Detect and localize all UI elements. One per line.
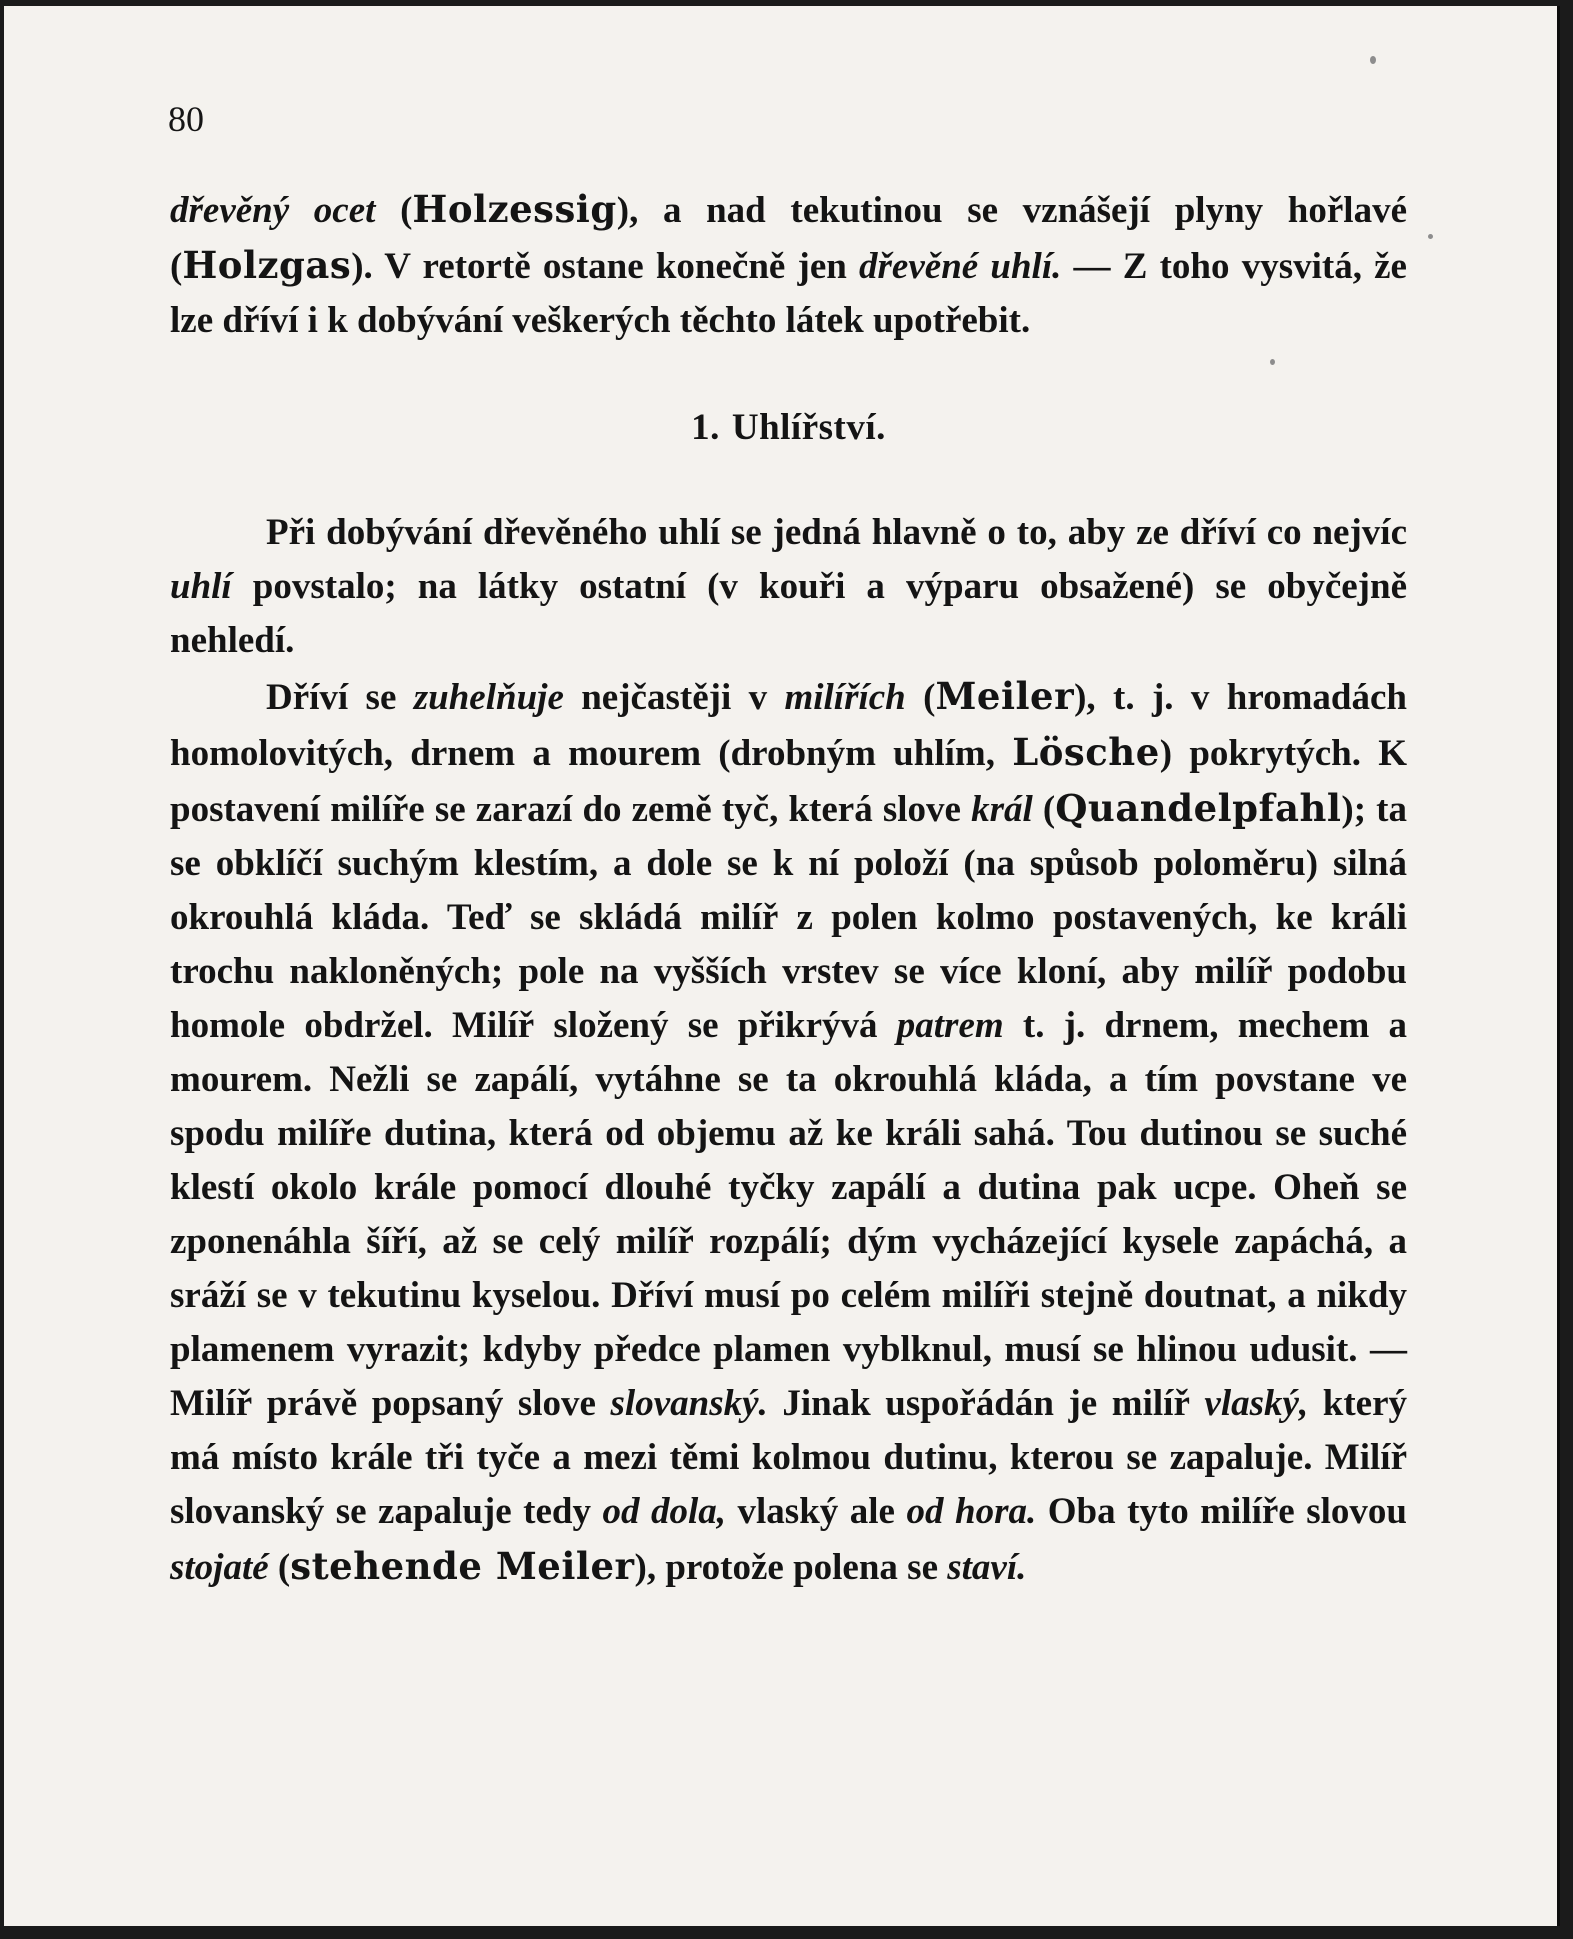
text-run: který má místo krále tři tyče a mezi těmi kolmou dutinu, kterou se zapaluje. Milíř slovanský se zapaluje tedy	[170, 1383, 1407, 1532]
text-run: ) pokrytých. K postavení milíře se zarazí do země tyč, která slove	[170, 733, 1408, 830]
section-title: Uhlířství.	[731, 407, 886, 448]
text-run: ), a nad tekutinou se vznášejí plyny hořlavé (	[170, 190, 1407, 287]
italic-term: od dola,	[602, 1491, 727, 1532]
paragraph-1	[170, 506, 1407, 668]
section-number: 1.	[691, 407, 720, 448]
italic-term: vlaský,	[1204, 1383, 1309, 1424]
section-heading	[170, 406, 1407, 449]
intro-paragraph	[170, 182, 1407, 348]
italic-term: slovanský.	[610, 1383, 768, 1424]
text-run: ); ta se obklíčí suchým klestím, a dole se k ní položí (na spůsob poloměru) silná okrouhlá kláda. Teď se skládá milíř z polen kolmo postavených, ke králi trochu nakloněných; pole na vyšších vrstev se více kloní, aby milíř podobu homole obdržel. Milíř složený se přikrývá	[170, 789, 1407, 1046]
text-run: nejčastěji v	[563, 677, 785, 718]
italic-term: uhlí	[170, 566, 232, 607]
text-run: ), t. j. v hromadách homolovitých, drnem a mourem (drobným uhlím,	[170, 677, 1407, 774]
german-term: Holzgas	[182, 243, 352, 287]
text-run: Jinak uspořádán je milíř	[767, 1383, 1205, 1424]
italic-term: dřevěný ocet	[170, 190, 376, 231]
text-run: ). V retortě ostane konečně jen	[351, 246, 860, 287]
italic-term: dřevěné uhlí.	[859, 246, 1062, 287]
italic-term: patrem	[896, 1005, 1004, 1046]
text-run: ), protože polena se	[634, 1547, 948, 1588]
german-term: Holzessig	[412, 187, 617, 231]
italic-term: staví.	[947, 1547, 1027, 1588]
text-run: Dříví se	[266, 677, 414, 718]
text-run: Při dobývání dřevěného uhlí se jedná hlavně o to, aby ze dříví co nejvíc	[266, 512, 1407, 553]
italic-term: od hora.	[906, 1491, 1037, 1532]
scan-speck	[1270, 359, 1275, 365]
text-run: vlaský ale	[726, 1491, 907, 1532]
italic-term: stojaté	[170, 1547, 269, 1588]
italic-term: král	[971, 789, 1033, 830]
german-term: Quandelpfahl	[1055, 786, 1342, 830]
german-term: stehende Meiler	[290, 1544, 635, 1588]
german-term: Meiler	[935, 674, 1075, 718]
german-term: Lösche	[1012, 730, 1160, 774]
text-run: Oba tyto milíře slovou	[1036, 1491, 1407, 1532]
text-run: (	[268, 1547, 291, 1588]
text-run: (	[905, 677, 936, 718]
scan-speck	[1370, 56, 1376, 64]
text-run: povstalo; na látky ostatní (v kouři a výparu obsažené) se obyčejně nehledí.	[170, 566, 1407, 661]
book-page	[4, 6, 1560, 1926]
italic-term: milířích	[784, 677, 906, 718]
paragraph-2	[170, 669, 1407, 1595]
page-number: 80	[168, 99, 204, 139]
scan-speck	[1428, 234, 1433, 239]
text-run: t. j. drnem, mechem a mourem. Nežli se zapálí, vytáhne se ta okrouhlá kláda, a tím povstane ve spodu milíře dutina, která od objemu až ke králi sahá. Tou dutinou se suché klestí okolo krále pomocí dlouhé tyčky zapálí a dutina pak ucpe. Oheň se zponenáhla šíří, až se celý milíř rozpálí; dým vycházející kysele zapáchá, a sráží se v tekutinu kyselou. Dříví musí po celém milíři stejně doutnat, a nikdy plamenem vyrazit; kdyby předce plamen vyblknul, musí se hlinou udusit. — Milíř právě popsaný slove	[170, 1005, 1407, 1424]
text-run: — Z toho vysvitá, že lze dříví i k dobývání veškerých těchto látek upotřebit.	[170, 246, 1407, 341]
text-run: (	[1032, 789, 1056, 830]
italic-term: zuhelňuje	[413, 677, 564, 718]
text-run: (	[375, 190, 413, 231]
